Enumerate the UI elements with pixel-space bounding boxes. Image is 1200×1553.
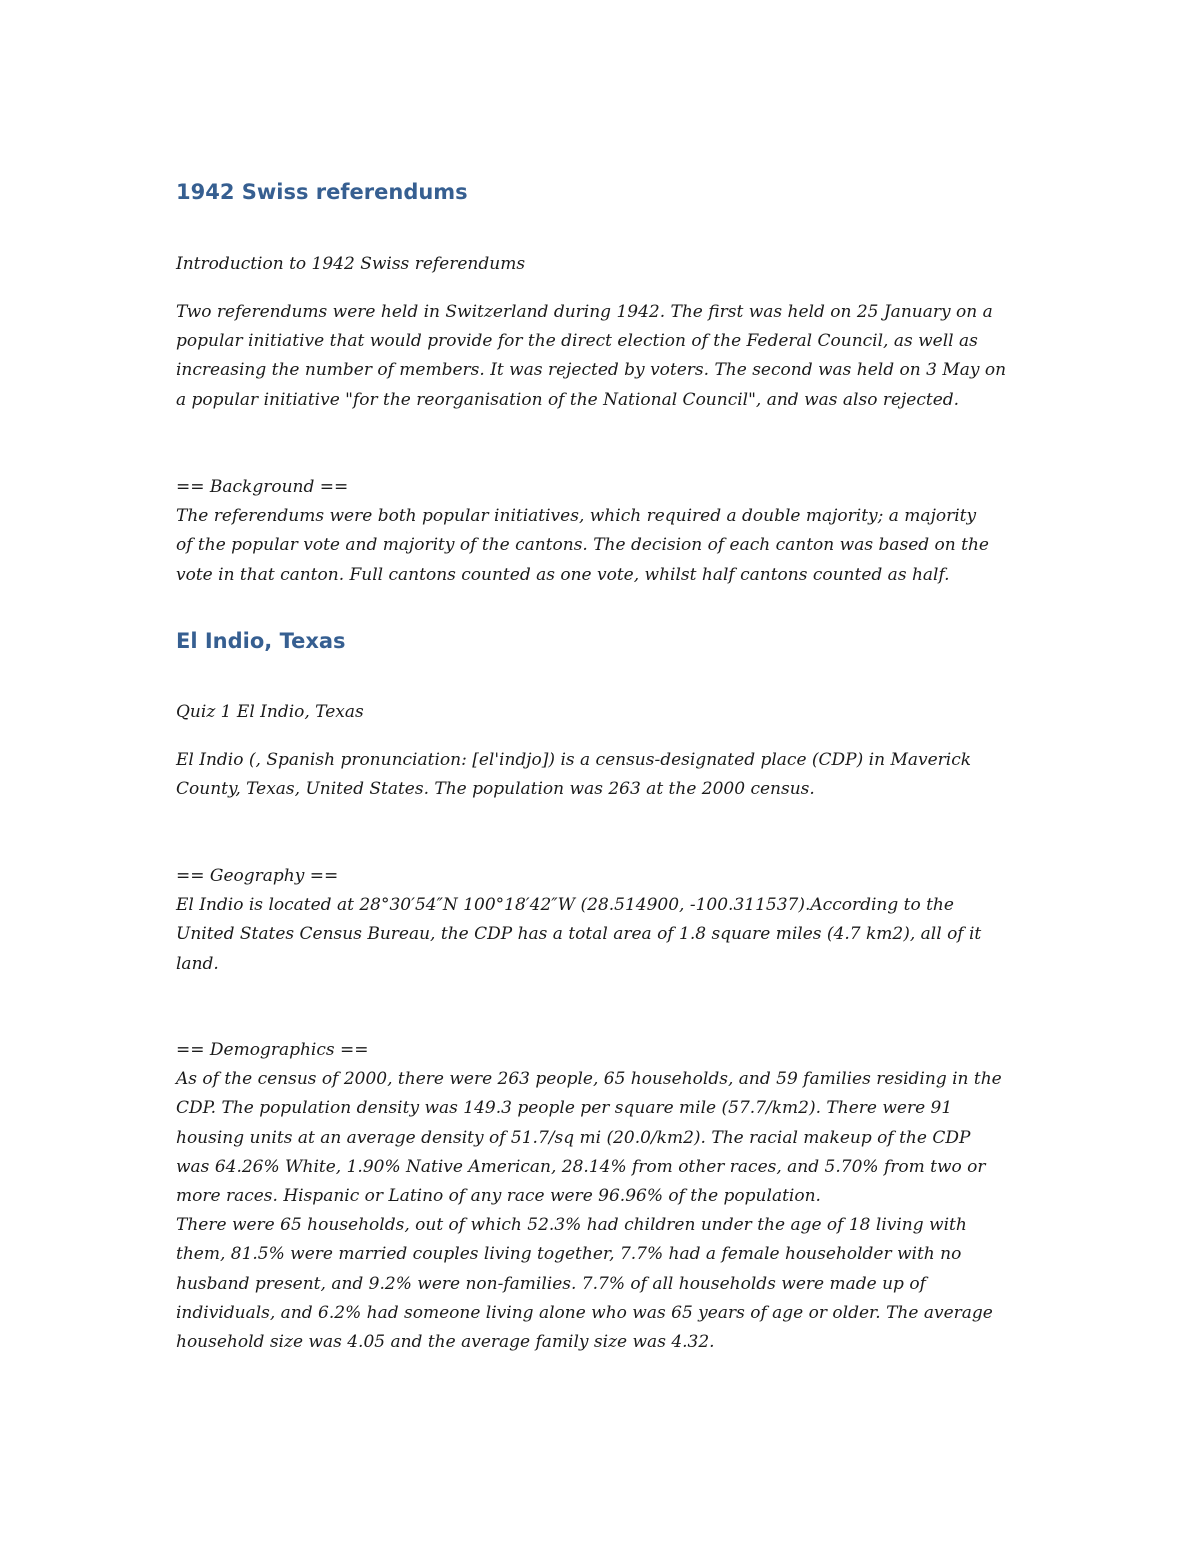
- geography-paragraph: == Geography == El Indio is located at 28°30′54″N 100°18′42″W (28.514900, -100.311537).According to the United States Census Bureau, the CDP has a total area of 1.8 square miles (4.7 km2), all of it land.: [176, 866, 982, 974]
- intro-paragraph: Two referendums were held in Switzerland during 1942. The first was held on 25 January on a popular initiative that would provide for the direct election of the Federal Council, as well as increasing the number of members. It was rejected by voters. The second was held on 3 May on a popular initiative "for the reorganisation of the National Council", and was also rejected.: [176, 302, 1007, 410]
- section-subtitle: Quiz 1 El Indio, Texas: [176, 702, 364, 722]
- section-subtitle: Introduction to 1942 Swiss referendums: [176, 254, 526, 274]
- section-title: El Indio, Texas: [176, 629, 346, 653]
- section-title: 1942 Swiss referendums: [176, 180, 468, 204]
- demographics-paragraph: == Demographics == As of the census of 2000, there were 263 people, 65 households, and 59 families residing in the CDP. The population density was 149.3 people per square mile (57.7/km2). There were 91 housing units at an average density of 51.7/sq mi (20.0/km2). The racial makeup of the CDP was 64.26% White, 1.90% Native American, 28.14% from other races, and 5.70% from two or more races. Hispanic or Latino of any race were 96.96% of the population. There were 65 households, out of which 52.3% had children under the age of 18 living with them, 81.5% were married couples living together, 7.7% had a female householder with no husband present, and 9.2% were non-families. 7.7% of all households were made up of individuals, and 6.2% had someone living alone who was 65 years of age or older. The average household size was 4.05 and the average family size was 4.32.: [176, 1040, 1002, 1353]
- intro-paragraph: El Indio (, Spanish pronunciation: [el'indjo]) is a census-designated place (CDP) in Maverick County, Texas, United States. The population was 263 at the 2000 census.: [176, 750, 972, 800]
- background-paragraph: == Background == The referendums were both popular initiatives, which required a double majority; a majority of the popular vote and majority of the cantons. The decision of each canton was based on the vote in that canton. Full cantons counted as one vote, whilst half cantons counted as half.: [176, 477, 989, 585]
